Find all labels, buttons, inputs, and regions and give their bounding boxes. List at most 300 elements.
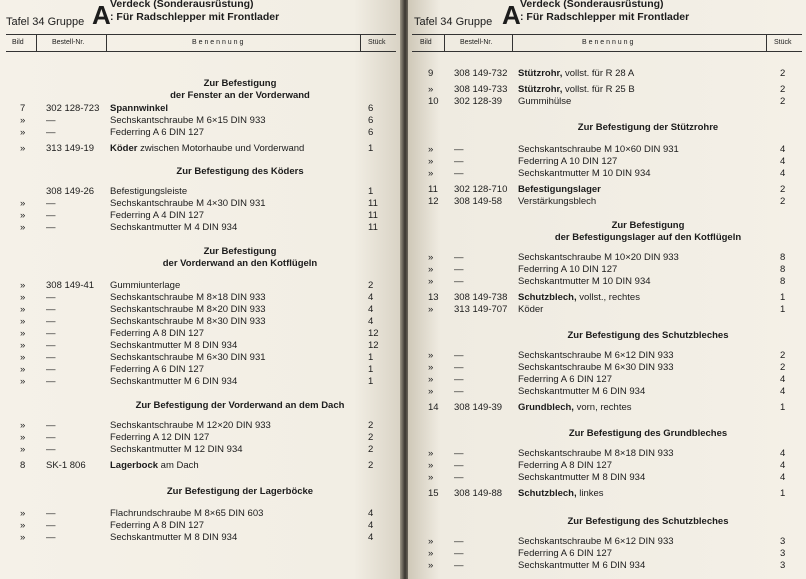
table-row — [0, 376, 402, 388]
bild-number: 11 — [428, 184, 438, 195]
section-heading: der Befestigungslager auf den Kotflügeln — [554, 232, 742, 243]
part-description — [110, 460, 199, 471]
table-row — [408, 374, 806, 386]
quantity: 3 — [780, 548, 786, 559]
part-name-detail: Sechskantmutter M 8 DIN 934 — [518, 472, 646, 483]
part-name-detail: Sechskantmutter M 4 DIN 934 — [110, 222, 238, 233]
bild-number: » — [20, 143, 26, 154]
table-row — [0, 444, 402, 456]
col-stueck: Stück — [774, 39, 792, 46]
part-description — [110, 127, 204, 138]
order-number: — — [454, 168, 464, 179]
quantity: 2 — [368, 432, 374, 443]
quantity: 2 — [368, 280, 374, 291]
part-description — [518, 196, 596, 207]
section-heading: Zur Befestigung des Köders — [176, 166, 304, 177]
bild-number: » — [428, 460, 434, 471]
quantity: 6 — [368, 103, 374, 114]
bild-number: » — [20, 444, 26, 455]
table-row — [0, 532, 402, 544]
part-name-detail: Federring A 4 DIN 127 — [110, 210, 204, 221]
part-name-detail: Federring A 8 DIN 127 — [110, 520, 204, 531]
quantity: 4 — [368, 316, 374, 327]
part-name-detail: Sechskantmutter M 10 DIN 934 — [518, 276, 651, 287]
part-name-detail: vollst. für R 25 B — [562, 84, 635, 95]
part-name-detail: Sechskantschraube M 8×18 DIN 933 — [110, 292, 266, 303]
part-name-detail: Verstärkungsblech — [518, 196, 597, 207]
section-heading: Zur Befestigung des Schutzbleches — [567, 330, 729, 341]
order-number: 302 128-723 — [46, 103, 100, 114]
quantity: 12 — [368, 328, 379, 339]
part-description — [518, 264, 617, 275]
quantity: 1 — [368, 364, 374, 375]
quantity: 4 — [368, 508, 374, 519]
table-row — [408, 472, 806, 484]
quantity: 11 — [368, 198, 378, 209]
part-name-detail: Sechskantmutter M 8 DIN 934 — [110, 532, 238, 543]
part-name-detail: vollst. für R 28 A — [562, 68, 635, 79]
table-row — [408, 196, 806, 208]
part-name-detail: am Dach — [158, 460, 199, 471]
quantity: 2 — [780, 96, 786, 107]
order-number: 308 149-58 — [454, 196, 503, 207]
part-description — [518, 536, 674, 547]
part-name-detail: Köder — [518, 304, 544, 315]
part-name-detail: Sechskantschraube M 12×20 DIN 933 — [110, 420, 271, 431]
table-row — [408, 168, 806, 180]
part-name-detail: Sechskantmutter M 6 DIN 934 — [518, 560, 646, 571]
part-name-detail: Sechskantmutter M 12 DIN 934 — [110, 444, 243, 455]
order-number: 302 128-710 — [454, 184, 508, 195]
part-name-bold: Stützrohr, — [518, 84, 563, 95]
part-description — [518, 276, 651, 287]
part-description — [518, 96, 571, 107]
quantity: 4 — [780, 156, 786, 167]
order-number: 308 149-41 — [46, 280, 95, 291]
table-row — [0, 186, 402, 198]
table-row — [408, 560, 806, 572]
bild-number: » — [20, 364, 26, 375]
table-row — [408, 488, 806, 500]
order-number: — — [46, 352, 56, 363]
table-row — [408, 68, 806, 80]
bild-number: » — [428, 168, 434, 179]
quantity: 4 — [368, 292, 374, 303]
part-name-bold: Schutzblech, — [518, 488, 577, 499]
order-number: — — [454, 460, 464, 471]
part-description — [110, 316, 266, 327]
header-title-line2: : Für Radschlepper mit Frontlader — [520, 11, 690, 23]
header-title-line2: : Für Radschlepper mit Frontlader — [110, 11, 280, 23]
table-row — [408, 536, 806, 548]
table-row — [408, 460, 806, 472]
part-description — [518, 374, 612, 385]
order-number: — — [46, 127, 56, 138]
order-number: 308 149-39 — [454, 402, 503, 413]
quantity: 2 — [780, 184, 786, 195]
bild-number: » — [20, 115, 26, 126]
order-number: — — [454, 350, 464, 361]
bild-number: » — [20, 210, 26, 221]
section-heading: Zur Befestigung — [203, 246, 277, 257]
bild-number: » — [20, 432, 26, 443]
table-row — [408, 548, 806, 560]
col-benennung: B e n e n n u n g — [582, 39, 634, 46]
table-row — [0, 143, 402, 155]
quantity: 4 — [780, 386, 786, 397]
order-number: — — [46, 316, 56, 327]
quantity: 4 — [368, 520, 374, 531]
bild-number: 8 — [20, 460, 26, 471]
part-name-detail: linkes — [576, 488, 604, 499]
part-name-bold: Stützrohr, — [518, 68, 563, 79]
part-description — [110, 364, 204, 375]
group-letter: A — [92, 0, 111, 30]
bild-number: » — [20, 520, 26, 531]
order-number: — — [46, 340, 56, 351]
section-heading: der Vorderwand an den Kotflügeln — [162, 258, 318, 269]
section-heading: Zur Befestigung — [611, 220, 685, 231]
quantity: 4 — [368, 532, 374, 543]
part-description — [110, 292, 266, 303]
bild-number: » — [428, 362, 434, 373]
part-description — [518, 488, 604, 499]
quantity: 1 — [780, 488, 786, 499]
table-row — [0, 127, 402, 139]
column-header-row — [412, 34, 802, 52]
bild-number: » — [20, 420, 26, 431]
right-catalog-page — [408, 0, 806, 579]
quantity: 2 — [780, 68, 786, 79]
part-name-detail: Federring A 10 DIN 127 — [518, 156, 618, 167]
order-number: 308 149-738 — [454, 292, 508, 303]
quantity: 2 — [780, 362, 786, 373]
bild-number: 13 — [428, 292, 439, 303]
col-bild: Bild — [420, 39, 432, 46]
part-description — [518, 448, 674, 459]
table-row — [0, 352, 402, 364]
part-name-detail: Federring A 6 DIN 127 — [518, 374, 612, 385]
col-stueck: Stück — [368, 39, 386, 46]
order-number: 313 149-19 — [46, 143, 95, 154]
part-description — [518, 168, 651, 179]
quantity: 2 — [368, 420, 374, 431]
table-row — [0, 432, 402, 444]
col-bild: Bild — [12, 39, 24, 46]
quantity: 3 — [780, 536, 786, 547]
section-heading: Zur Befestigung der Lagerböcke — [166, 486, 314, 497]
quantity: 4 — [780, 144, 786, 155]
bild-number: 12 — [428, 196, 439, 207]
table-row — [0, 520, 402, 532]
quantity: 2 — [780, 350, 786, 361]
part-description — [110, 508, 263, 519]
table-row — [0, 316, 402, 328]
part-description — [518, 156, 617, 167]
table-row — [408, 350, 806, 362]
bild-number: 10 — [428, 96, 439, 107]
table-row — [408, 156, 806, 168]
bild-number: » — [428, 472, 434, 483]
part-description — [110, 352, 266, 363]
section-heading: Zur Befestigung des Schutzbleches — [567, 516, 729, 527]
table-row — [408, 252, 806, 264]
bild-number: » — [20, 340, 26, 351]
order-number: — — [46, 532, 56, 543]
part-name-detail: vollst., rechtes — [576, 292, 640, 303]
table-row — [0, 198, 402, 210]
section-heading: Zur Befestigung der Stützrohre — [577, 122, 719, 133]
quantity: 6 — [368, 115, 374, 126]
part-name-detail: Sechskantmutter M 6 DIN 934 — [518, 386, 646, 397]
quantity: 2 — [368, 444, 374, 455]
order-number: — — [454, 374, 464, 385]
table-row — [408, 96, 806, 108]
bild-number: » — [20, 328, 26, 339]
group-letter: A — [502, 0, 521, 30]
part-name-detail: Federring A 10 DIN 127 — [518, 264, 618, 275]
quantity: 1 — [368, 376, 374, 387]
bild-number: » — [428, 304, 434, 315]
quantity: 8 — [780, 264, 786, 275]
part-description — [110, 520, 204, 531]
part-description — [110, 103, 168, 114]
part-description — [518, 548, 612, 559]
quantity: 1 — [780, 292, 786, 303]
quantity: 11 — [368, 210, 378, 221]
part-description — [518, 144, 679, 155]
part-description — [110, 376, 237, 387]
part-description — [518, 304, 543, 315]
bild-number: » — [428, 276, 434, 287]
part-name-detail: Sechskantschraube M 4×30 DIN 931 — [110, 198, 266, 209]
quantity: 2 — [780, 84, 786, 95]
header-title-line1: Verdeck (Sonderausrüstung) — [520, 0, 664, 10]
part-name-detail: Federring A 8 DIN 127 — [518, 460, 612, 471]
part-name-bold: Lagerbock — [110, 460, 159, 471]
part-description — [518, 560, 645, 571]
section-heading: Zur Befestigung des Grundbleches — [568, 428, 728, 439]
part-name-detail: Sechskantschraube M 8×18 DIN 933 — [518, 448, 674, 459]
col-benennung: B e n e n n u n g — [192, 39, 244, 46]
col-bestell-nr: Bestell-Nr. — [460, 39, 493, 46]
part-name-detail: Flachrundschraube M 8×65 DIN 603 — [110, 508, 264, 519]
order-number: — — [46, 304, 56, 315]
bild-number: » — [428, 374, 434, 385]
part-name-detail: Federring A 12 DIN 127 — [110, 432, 210, 443]
bild-number: » — [20, 508, 26, 519]
part-name-detail: Sechskantmutter M 6 DIN 934 — [110, 376, 238, 387]
order-number: — — [454, 548, 464, 559]
quantity: 6 — [368, 127, 374, 138]
part-name-detail: Sechskantmutter M 8 DIN 934 — [110, 340, 238, 351]
order-number: — — [454, 264, 464, 275]
order-number: — — [46, 222, 56, 233]
order-number: — — [454, 386, 464, 397]
part-name-detail: Federring A 6 DIN 127 — [110, 364, 204, 375]
table-row — [408, 144, 806, 156]
part-description — [110, 444, 243, 455]
quantity: 4 — [780, 472, 786, 483]
part-description — [110, 432, 209, 443]
order-number: — — [46, 508, 56, 519]
part-name-detail: Federring A 8 DIN 127 — [110, 328, 204, 339]
part-description — [518, 84, 635, 95]
table-row — [408, 362, 806, 374]
order-number: — — [454, 560, 464, 571]
col-bestell-nr: Bestell-Nr. — [52, 39, 85, 46]
table-row — [0, 340, 402, 352]
part-name-detail: Sechskantmutter M 10 DIN 934 — [518, 168, 651, 179]
bild-number: » — [428, 156, 434, 167]
part-description — [110, 532, 237, 543]
bild-number: » — [20, 292, 26, 303]
part-description — [518, 386, 645, 397]
part-name-detail: vorn, rechtes — [573, 402, 632, 413]
order-number: — — [46, 328, 56, 339]
tafel-label: Tafel 34 Gruppe — [414, 16, 493, 28]
bild-number: » — [20, 304, 26, 315]
part-name-detail: zwischen Motorhaube und Vorderwand — [137, 143, 305, 154]
part-name-bold: Befestigungslager — [518, 184, 601, 195]
part-description — [518, 362, 674, 373]
bild-number: » — [20, 376, 26, 387]
part-name-bold: Grundblech, — [518, 402, 574, 413]
order-number: — — [46, 115, 56, 126]
order-number: — — [46, 432, 56, 443]
quantity: 8 — [780, 276, 786, 287]
order-number: — — [454, 276, 464, 287]
part-description — [110, 340, 237, 351]
bild-number: » — [20, 222, 26, 233]
table-row — [0, 115, 402, 127]
part-description — [110, 210, 204, 221]
part-description — [518, 184, 601, 195]
bild-number: 15 — [428, 488, 439, 499]
quantity: 2 — [368, 460, 374, 471]
bild-number: » — [428, 386, 434, 397]
bild-number: » — [428, 144, 434, 155]
part-name-detail: Sechskantschraube M 6×12 DIN 933 — [518, 350, 674, 361]
quantity: 1 — [368, 186, 374, 197]
part-name-detail: Sechskantschraube M 6×15 DIN 933 — [110, 115, 266, 126]
table-row — [408, 264, 806, 276]
bild-number: » — [428, 252, 434, 263]
quantity: 4 — [780, 448, 786, 459]
order-number: — — [46, 292, 56, 303]
order-number: — — [46, 198, 56, 209]
part-description — [518, 402, 632, 413]
table-row — [408, 304, 806, 316]
bild-number: 7 — [20, 103, 26, 114]
part-name-detail: Sechskantschraube M 6×30 DIN 933 — [518, 362, 674, 373]
order-number: — — [46, 444, 56, 455]
table-row — [0, 292, 402, 304]
bild-number: » — [428, 560, 434, 571]
table-row — [408, 448, 806, 460]
table-row — [0, 364, 402, 376]
table-row — [0, 328, 402, 340]
part-description — [518, 68, 634, 79]
bild-number: » — [428, 448, 434, 459]
part-name-detail: Sechskantschraube M 8×20 DIN 933 — [110, 304, 266, 315]
order-number: — — [454, 144, 464, 155]
order-number: 308 149-26 — [46, 186, 95, 197]
section-heading: Zur Befestigung der Vorderwand an dem Dach — [135, 400, 345, 411]
quantity: 1 — [780, 304, 786, 315]
table-row — [408, 402, 806, 414]
quantity: 8 — [780, 252, 786, 263]
part-description — [110, 420, 271, 431]
part-description — [110, 143, 304, 154]
part-description — [110, 280, 180, 291]
part-name-detail: Federring A 6 DIN 127 — [518, 548, 612, 559]
table-row — [0, 508, 402, 520]
order-number: 308 149-732 — [454, 68, 508, 79]
part-name-detail: Befestigungsleiste — [110, 186, 188, 197]
part-name-detail: Gummihülse — [518, 96, 572, 107]
column-header-row — [6, 34, 396, 52]
part-name-detail: Sechskantschraube M 8×30 DIN 933 — [110, 316, 266, 327]
part-name-detail: Gummiunterlage — [110, 280, 181, 291]
quantity: 12 — [368, 340, 379, 351]
table-row — [408, 292, 806, 304]
bild-number: » — [428, 264, 434, 275]
bild-number: 14 — [428, 402, 439, 413]
quantity: 1 — [368, 143, 374, 154]
part-description — [518, 252, 679, 263]
quantity: 11 — [368, 222, 378, 233]
section-heading: Zur Befestigung — [203, 78, 277, 89]
quantity: 3 — [780, 560, 786, 571]
order-number: SK-1 806 — [46, 460, 86, 471]
table-row — [0, 210, 402, 222]
bild-number: » — [428, 548, 434, 559]
bild-number: » — [20, 316, 26, 327]
order-number: — — [46, 364, 56, 375]
part-description — [518, 292, 640, 303]
part-description — [110, 304, 266, 315]
part-name-detail: Sechskantschraube M 10×60 DIN 931 — [518, 144, 679, 155]
order-number: 313 149-707 — [454, 304, 508, 315]
part-description — [110, 115, 266, 126]
order-number: 308 149-733 — [454, 84, 508, 95]
order-number: — — [454, 448, 464, 459]
table-row — [0, 304, 402, 316]
part-description — [110, 186, 187, 197]
part-description — [518, 460, 612, 471]
quantity: 1 — [368, 352, 374, 363]
table-row — [408, 84, 806, 96]
table-row — [0, 103, 402, 115]
table-row — [0, 420, 402, 432]
part-name-detail: Sechskantschraube M 6×12 DIN 933 — [518, 536, 674, 547]
order-number: — — [454, 536, 464, 547]
bild-number: 9 — [428, 68, 434, 79]
order-number: — — [46, 520, 56, 531]
order-number: — — [454, 156, 464, 167]
order-number: — — [454, 252, 464, 263]
part-name-bold: Spannwinkel — [110, 103, 169, 114]
bild-number: » — [20, 532, 26, 543]
order-number: — — [46, 210, 56, 221]
part-name-detail: Sechskantschraube M 6×30 DIN 931 — [110, 352, 266, 363]
part-name-detail: Sechskantschraube M 10×20 DIN 933 — [518, 252, 679, 263]
quantity: 1 — [780, 402, 786, 413]
bild-number: » — [428, 84, 434, 95]
part-name-bold: Schutzblech, — [518, 292, 577, 303]
part-name-detail: Federring A 6 DIN 127 — [110, 127, 204, 138]
